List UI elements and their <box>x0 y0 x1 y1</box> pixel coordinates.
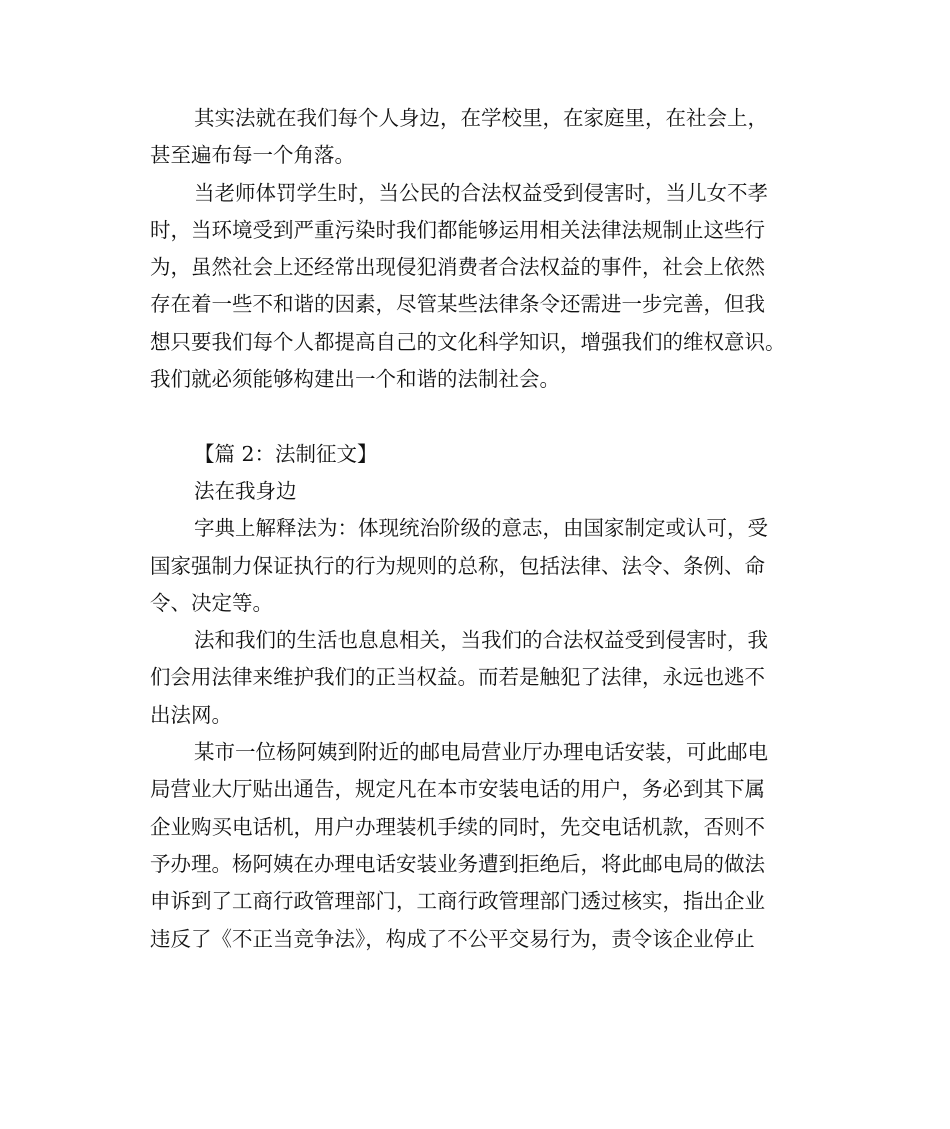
article-title: 法在我身边 <box>194 478 297 503</box>
document-page <box>150 100 800 958</box>
paragraph-gap <box>150 398 800 435</box>
text-line: 予办理。杨阿姨在办理电话安装业务遭到拒绝后，将此邮电局的做法 <box>150 851 765 876</box>
text-line: 时，当环境受到严重污染时我们都能够运用相关法律法规制止这些行 <box>150 217 765 242</box>
text-line: 申诉到了工商行政管理部门，工商行政管理部门透过核实，指出企业 <box>150 889 765 914</box>
text-line: 令、决定等。 <box>150 590 273 615</box>
text-line: 字典上解释法为：体现统治阶级的意志，由国家制定或认可，受 <box>194 516 768 541</box>
text-line: 国家强制力保证执行的行为规则的总称，包括法律、法令、条例、命 <box>150 553 765 578</box>
text-line: 法和我们的生活也息息相关，当我们的合法权益受到侵害时，我 <box>194 628 768 653</box>
section-heading: 【篇 2：法制征文】 <box>194 441 378 466</box>
text-line: 违反了《不正当竞争法》，构成了不公平交易行为，责令该企业停止 <box>150 926 755 951</box>
text-line: 某市一位杨阿姨到附近的邮电局营业厅办理电话安装，可此邮电 <box>194 740 768 765</box>
text-line: 们会用法律来维护我们的正当权益。而若是触犯了法律，永远也逃不 <box>150 665 765 690</box>
text-line: 为，虽然社会上还经常出现侵犯消费者合法权益的事件，社会上依然 <box>150 255 765 280</box>
text-line: 想只要我们每个人都提高自己的文化科学知识，增强我们的维权意识。 <box>150 329 786 354</box>
text-line: 我们就必须能够构建出一个和谐的法制社会。 <box>150 367 560 392</box>
text-line: 甚至遍布每一个角落。 <box>150 143 355 168</box>
text-line: 存在着一些不和谐的因素，尽管某些法律条令还需进一步完善，但我 <box>150 292 765 317</box>
text-line: 企业购买电话机，用户办理装机手续的同时，先交电话机款，否则不 <box>150 814 765 839</box>
text-line: 当老师体罚学生时，当公民的合法权益受到侵害时，当儿女不孝 <box>194 180 768 205</box>
text-line: 其实法就在我们每个人身边，在学校里，在家庭里，在社会上， <box>194 106 768 130</box>
text-line: 局营业大厅贴出通告，规定凡在本市安装电话的用户，务必到其下属 <box>150 777 765 802</box>
text-line: 出法网。 <box>150 702 232 727</box>
